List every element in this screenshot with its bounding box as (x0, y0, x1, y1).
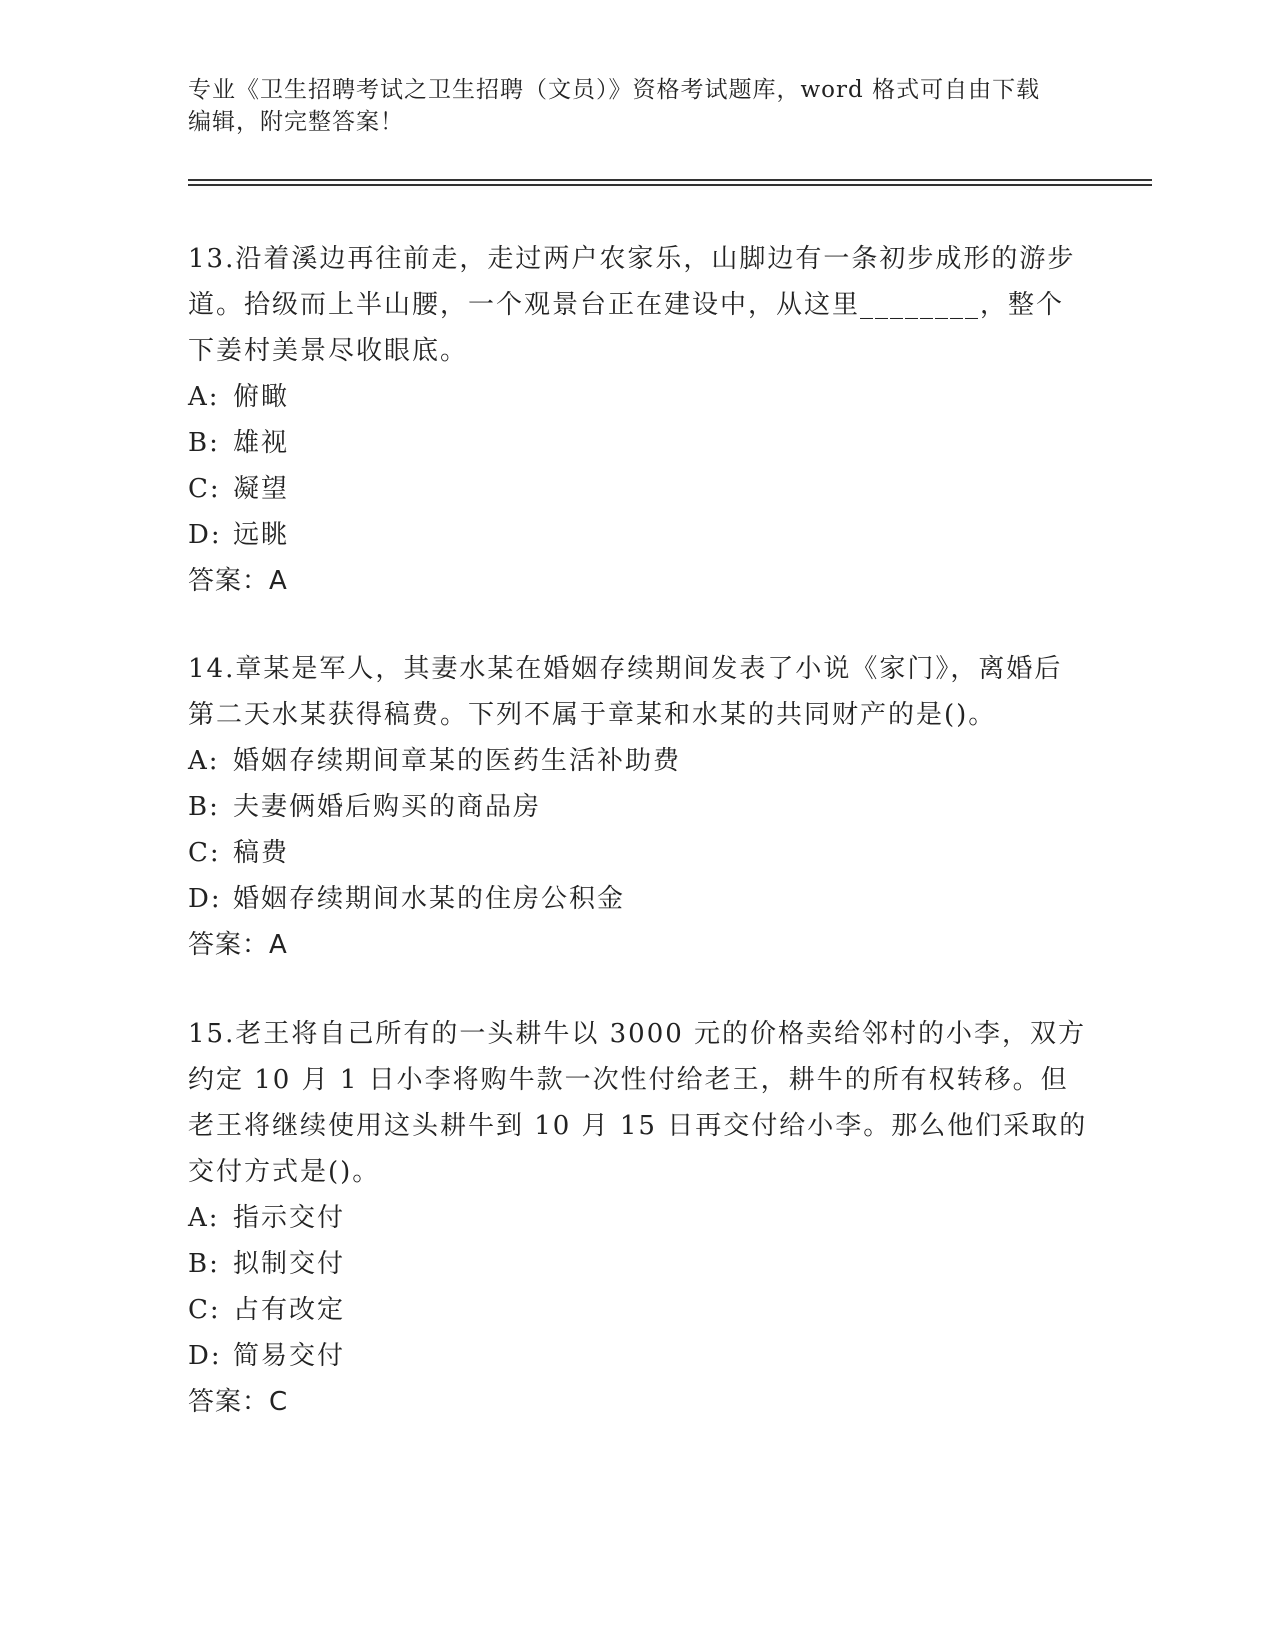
option-d: D: 婚姻存续期间水某的住房公积金 (188, 884, 626, 914)
option-b: B: 拟制交付 (188, 1249, 346, 1279)
question-stem: 14.章某是军人，其妻水某在婚姻存续期间发表了小说《家门》，离婚后第二天水某获得稿费。下列不属于章某和水某的共同财产的是()。 (188, 654, 1063, 730)
option-a: A: 婚姻存续期间章某的医药生活补助费 (188, 746, 682, 776)
answer: 答案：A (188, 930, 288, 960)
option-b: B: 雄视 (188, 428, 290, 458)
header-line-2: 编辑，附完整答案！ (188, 109, 404, 135)
header-divider-bottom (188, 184, 1152, 186)
option-d: D: 简易交付 (188, 1341, 346, 1371)
header-divider-top (188, 179, 1152, 181)
answer: 答案：A (188, 566, 288, 596)
option-text: 雄视 (233, 428, 290, 458)
question-13 (188, 236, 1088, 604)
option-a: A: 指示交付 (188, 1203, 346, 1233)
question-stem: 15.老王将自己所有的一头耕牛以 3000 元的价格卖给邻村的小李，双方约定 10 月 1 日小李将购牛款一次性付给老王，耕牛的所有权转移。但老王将继续使用这头耕牛到 10 月 15 日再交付给小李。那么他们采取的交付方式是()。 (188, 1019, 1088, 1187)
option-text: 稿费 (233, 838, 290, 868)
option-text: 拟制交付 (233, 1249, 346, 1279)
option-b: B: 夫妻俩婚后购买的商品房 (188, 792, 542, 822)
option-text: 指示交付 (233, 1203, 346, 1233)
option-a: A: 俯瞰 (188, 382, 290, 412)
option-c: C: 占有改定 (188, 1295, 346, 1325)
question-15 (188, 1011, 1088, 1425)
option-text: 俯瞰 (233, 382, 290, 412)
question-stem: 13.沿着溪边再往前走，走过两户农家乐，山脚边有一条初步成形的游步道。拾级而上半山腰，一个观景台正在建设中，从这里________，整个下姜村美景尽收眼底。 (188, 244, 1076, 366)
question-14 (188, 646, 1088, 968)
option-text: 占有改定 (233, 1295, 346, 1325)
option-c: C: 凝望 (188, 474, 290, 504)
answer: 答案：C (188, 1387, 289, 1417)
option-text: 婚姻存续期间章某的医药生活补助费 (233, 746, 682, 776)
option-text: 凝望 (233, 474, 290, 504)
option-text: 婚姻存续期间水某的住房公积金 (233, 884, 626, 914)
option-text: 简易交付 (233, 1341, 346, 1371)
option-d: D: 远眺 (188, 520, 290, 550)
header-line-1: 专业《卫生招聘考试之卫生招聘（文员）》资格考试题库，word 格式可自由下载 (188, 77, 1041, 103)
option-text: 远眺 (233, 520, 290, 550)
option-c: C: 稿费 (188, 838, 290, 868)
document-header (188, 74, 1088, 138)
option-text: 夫妻俩婚后购买的商品房 (233, 792, 542, 822)
